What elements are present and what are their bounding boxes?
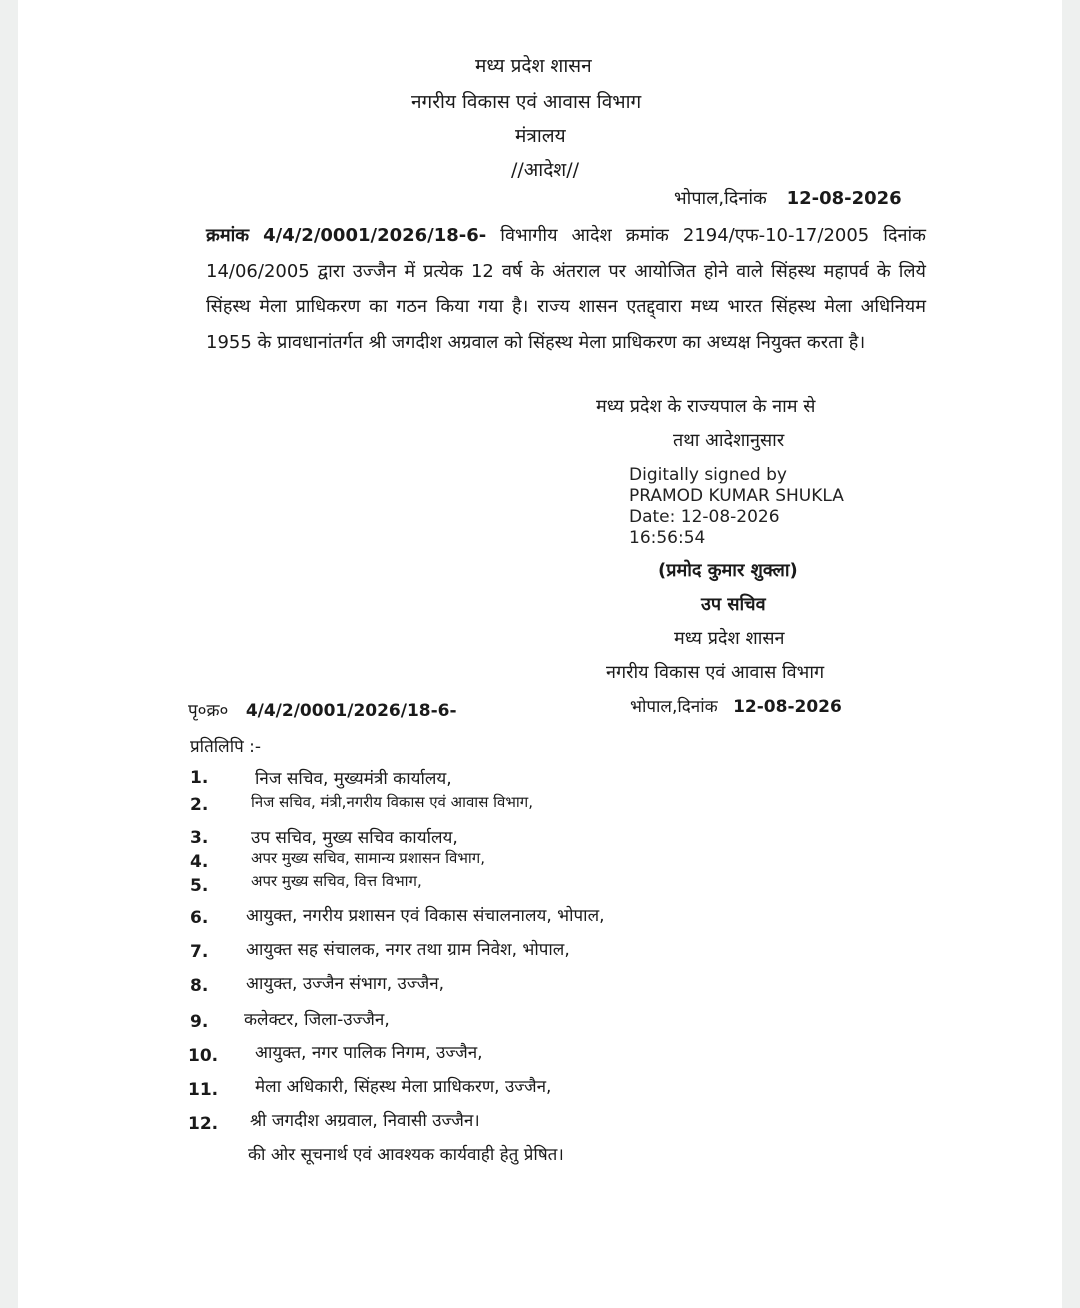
- endorsement-number: [188, 698, 457, 721]
- endorsement-date-label: भोपाल,दिनांक: [630, 697, 718, 717]
- recipient-text: आयुक्त सह संचालक, नगर तथा ग्राम निवेश, भोपाल,: [246, 940, 570, 960]
- kramank-number: 4/4/2/0001/2026/18-6-: [263, 225, 487, 246]
- order-body-text: विभागीय आदेश क्रमांक 2194/एफ-10-17/2005 दिनांक 14/06/2005 द्वारा उज्जैन में प्रत्येक 12 वर्ष के अंतराल पर आयोजित होने वाले सिंहस्थ महापर्व के लिये सिंहस्थ मेला प्राधिकरण का गठन किया गया है। राज्य शासन एतद्द्वारा मध्य भारत सिंहस्थ मेला अधिनियम 1955 के प्रावधानांतर्गत श्री जगदीश अग्रवाल को सिंहस्थ मेला प्राधिकरण का अध्यक्ष नियुक्त करता है।: [206, 225, 926, 353]
- digital-signature-name: PRAMOD KUMAR SHUKLA: [629, 486, 844, 506]
- recipient-number: 11.: [188, 1080, 219, 1100]
- signatory-designation: उप सचिव: [701, 594, 766, 615]
- copy-to-label: प्रतिलिपि :-: [190, 737, 262, 757]
- header-department: नगरीय विकास एवं आवास विभाग: [411, 91, 642, 113]
- recipient-number: 6.: [190, 908, 209, 928]
- signatory-org-1: मध्य प्रदेश शासन: [674, 628, 785, 649]
- digital-signature: [629, 465, 844, 549]
- recipient-text: निज सचिव, मंत्री,नगरीय विकास एवं आवास विभाग,: [251, 793, 533, 811]
- recipient-number: 1.: [190, 768, 209, 788]
- endorsement-date: 12-08-2026: [733, 697, 842, 717]
- recipient-text: कलेक्टर, जिला-उज्जैन,: [244, 1010, 390, 1030]
- signatory-org-2: नगरीय विकास एवं आवास विभाग: [606, 662, 825, 683]
- signature-line-2: तथा आदेशानुसार: [673, 430, 785, 451]
- kramank-label: क्रमांक: [206, 225, 250, 246]
- recipient-text: अपर मुख्य सचिव, वित्त विभाग,: [251, 872, 422, 890]
- endorsement-number-label: पृ०क्र०: [188, 701, 229, 721]
- recipient-number: 10.: [188, 1046, 219, 1066]
- recipient-text: मेला अधिकारी, सिंहस्थ मेला प्राधिकरण, उज्जैन,: [255, 1077, 552, 1097]
- recipient-number: 2.: [190, 795, 209, 815]
- signatory-name: (प्रमोद कुमार शुक्ला): [658, 560, 798, 581]
- recipient-text: आयुक्त, नगर पालिक निगम, उज्जैन,: [255, 1043, 483, 1063]
- recipient-text: अपर मुख्य सचिव, सामान्य प्रशासन विभाग,: [251, 849, 486, 867]
- recipient-number: 4.: [190, 852, 209, 872]
- endorsement-place-date: [630, 694, 842, 717]
- recipient-number: 9.: [190, 1012, 209, 1032]
- recipient-number: 12.: [188, 1114, 219, 1134]
- digital-signature-line: Digitally signed by: [629, 465, 787, 485]
- recipient-text: श्री जगदीश अग्रवाल, निवासी उज्जैन।: [250, 1111, 480, 1131]
- recipient-text: उप सचिव, मुख्य सचिव कार्यालय,: [251, 828, 458, 848]
- header-order-title: //आदेश//: [511, 159, 580, 181]
- order-body: [206, 218, 926, 360]
- recipient-number: 3.: [190, 828, 209, 848]
- signature-line-1: मध्य प्रदेश के राज्यपाल के नाम से: [596, 396, 816, 417]
- recipient-text: निज सचिव, मुख्यमंत्री कार्यालय,: [255, 769, 452, 789]
- endorsement-number-value: 4/4/2/0001/2026/18-6-: [245, 701, 457, 721]
- recipient-number: 8.: [190, 976, 209, 996]
- recipient-number: 5.: [190, 876, 209, 896]
- header-government: मध्य प्रदेश शासन: [475, 55, 592, 77]
- recipient-text: आयुक्त, उज्जैन संभाग, उज्जैन,: [246, 974, 445, 994]
- recipient-text: आयुक्त, नगरीय प्रशासन एवं विकास संचालनालय, भोपाल,: [246, 906, 605, 926]
- place-date-label: भोपाल,दिनांक: [674, 188, 767, 209]
- order-place-date: [674, 186, 902, 210]
- header-ministry: मंत्रालय: [515, 125, 566, 147]
- document-page: [18, 0, 1062, 1308]
- digital-signature-date: Date: 12-08-2026: [629, 507, 780, 527]
- closing-line: की ओर सूचनार्थ एवं आवश्यक कार्यवाही हेतु प्रेषित।: [248, 1145, 564, 1165]
- digital-signature-time: 16:56:54: [629, 528, 706, 548]
- order-date: 12-08-2026: [786, 188, 902, 209]
- recipient-number: 7.: [190, 942, 209, 962]
